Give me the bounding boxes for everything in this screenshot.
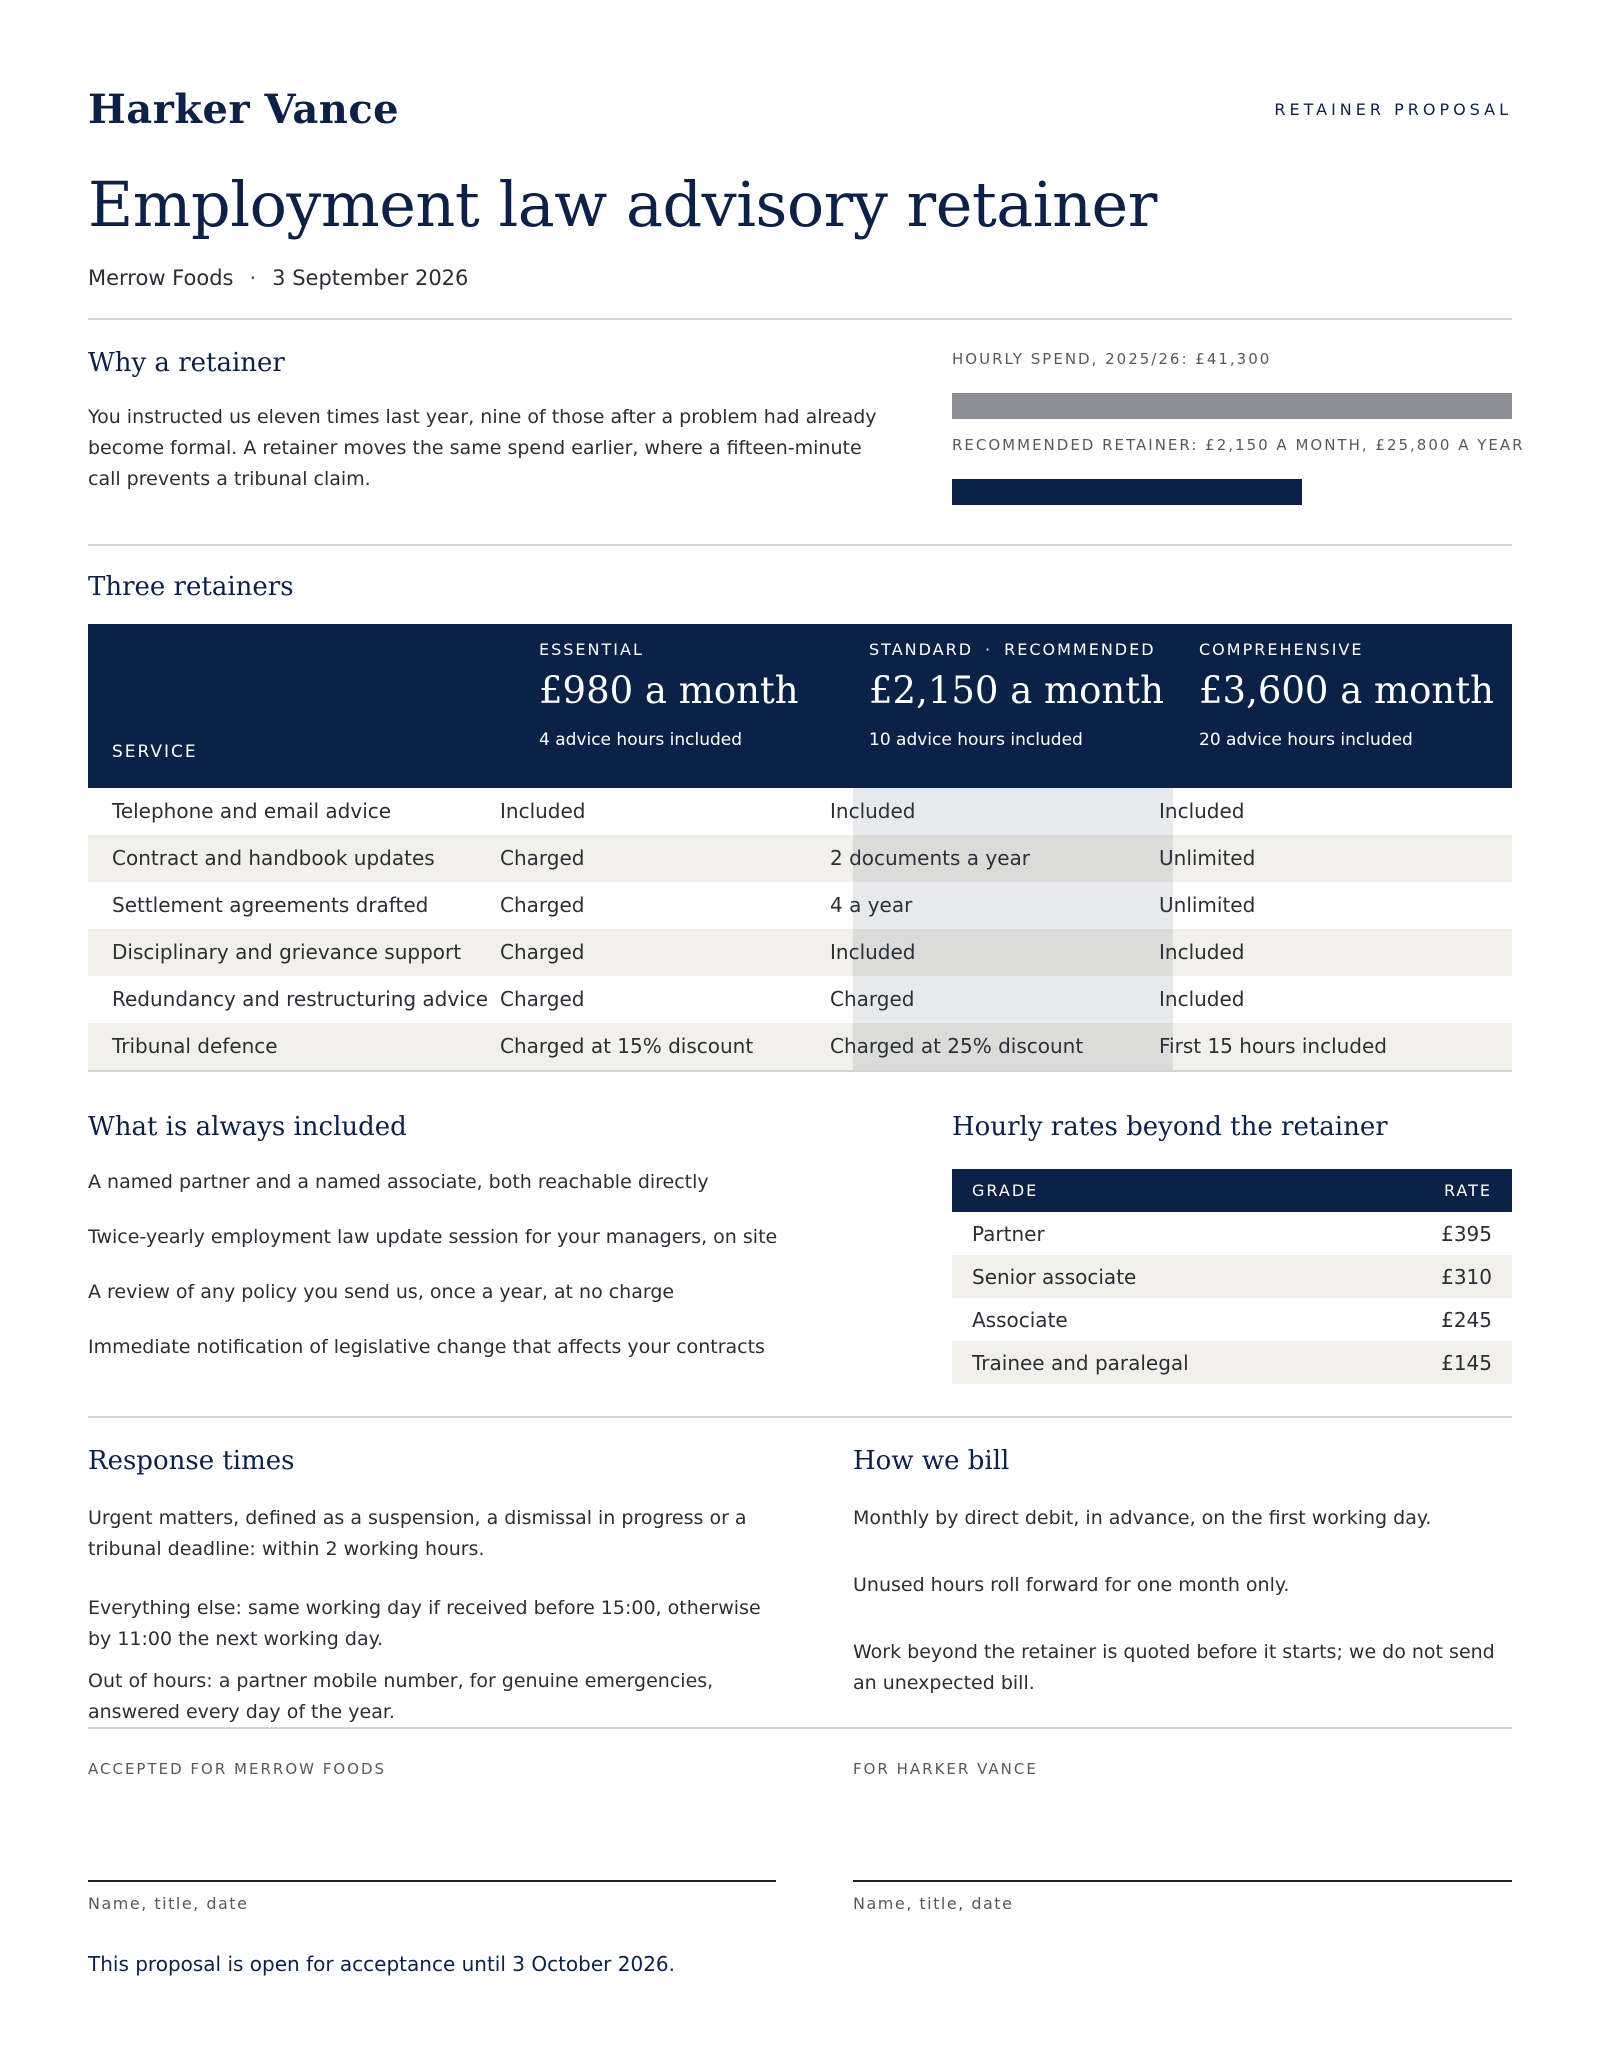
retainer-table-header [88,624,1512,788]
tier-standard [869,640,1169,750]
retainer-table-body [88,788,1512,1070]
table-row: Trainee and paralegal £145 [952,1341,1512,1384]
included-heading: What is always included [88,1112,407,1142]
tier-name: ESSENTIAL [539,640,644,659]
why-body: You instructed us eleven times last year, nine of those after a problem had already become formal. A retainer moves the same spend earlier, where a fifteen-minute call prevents a tribunal claim. [88,406,877,490]
table-row: Settlement agreements drafted Charged 4 a year Unlimited [112,893,1256,917]
hourly-spend-bar [952,393,1512,419]
billing-direct-debit: Monthly by direct debit, in advance, on the first working day. [853,1507,1432,1529]
table-bottom-rule [88,1070,1512,1072]
tier-price: £980 a month [539,669,799,712]
tier-separator: · [985,640,993,659]
recommended-retainer-label: RECOMMENDED RETAINER: £2,150 A MONTH, £25,800 A YEAR [952,436,1525,454]
list-item: Twice-yearly employment law update session for your managers, on site [88,1226,778,1248]
table-row: Redundancy and restructuring advice Charged Charged Included [112,987,1245,1011]
table-row: Partner £395 [972,1222,1492,1246]
billing-beyond-retainer: Work beyond the retainer is quoted before it starts; we do not send an unexpected bill. [853,1641,1495,1694]
divider [88,318,1512,320]
tier-name: STANDARD · RECOMMENDED [869,640,1156,659]
billing-unused-hours: Unused hours roll forward for one month only. [853,1574,1290,1596]
divider [88,544,1512,546]
table-row: Telephone and email advice Included Included Included [112,799,1245,823]
hourly-spend-label: HOURLY SPEND, 2025/26: £41,300 [952,350,1272,368]
brand-name: Harker Vance [88,86,400,133]
hourly-rates-header [952,1169,1512,1212]
acceptance-deadline: This proposal is open for acceptance until 3 October 2026. [88,1952,676,1976]
grade-column-header: GRADE [972,1181,1039,1200]
document-kicker: RETAINER PROPOSAL [1274,100,1512,119]
tier-hours: 10 advice hours included [869,730,1083,750]
client-signature-caption: Name, title, date [88,1894,249,1913]
firm-signature-line[interactable] [853,1880,1512,1882]
why-heading: Why a retainer [88,348,285,378]
recommended-badge: RECOMMENDED [1004,640,1156,659]
list-item: A review of any policy you send us, once a year, at no charge [88,1281,675,1303]
response-standard: Everything else: same working day if received before 15:00, otherwise by 11:00 the next working day. [88,1597,761,1650]
table-row: Disciplinary and grievance support Charged Included Included [88,929,1512,976]
tier-name: COMPREHENSIVE [1199,640,1364,659]
client-signature-line[interactable] [88,1880,776,1882]
firm-signature-label: FOR HARKER VANCE [853,1760,1038,1778]
firm-signature-caption: Name, title, date [853,1894,1014,1913]
tier-hours: 4 advice hours included [539,730,743,750]
client-signature-label: ACCEPTED FOR MERROW FOODS [88,1760,387,1778]
service-column-header: SERVICE [112,742,198,762]
billing-heading: How we bill [853,1446,1010,1476]
response-urgent: Urgent matters, defined as a suspension, a dismissal in progress or a tribunal deadline: within 2 working hours. [88,1507,747,1560]
response-heading: Response times [88,1446,295,1476]
tier-comprehensive [1199,640,1499,750]
page-title: Employment law advisory retainer [88,168,1157,241]
hourly-rates-heading: Hourly rates beyond the retainer [952,1112,1388,1142]
table-row: Associate £245 [972,1308,1492,1332]
response-out-of-hours: Out of hours: a partner mobile number, for genuine emergencies, answered every day of the year. [88,1670,714,1723]
meta-separator: · [249,266,257,290]
table-row: Contract and handbook updates Charged 2 documents a year Unlimited [88,835,1512,882]
rate-column-header: RATE [1443,1181,1492,1200]
document-meta [88,266,468,290]
hourly-rates-table [952,1169,1512,1384]
document-date: 3 September 2026 [272,266,469,290]
tier-price: £2,150 a month [869,669,1164,712]
recommended-column-highlight [853,788,1173,1070]
client-name: Merrow Foods [88,266,234,290]
divider [88,1416,1512,1418]
list-item: Immediate notification of legislative change that affects your contracts [88,1336,765,1358]
table-row: Senior associate £310 [952,1255,1512,1298]
list-item: A named partner and a named associate, both reachable directly [88,1171,709,1193]
divider [88,1727,1512,1729]
table-row: Tribunal defence Charged at 15% discount Charged at 25% discount First 15 hours included [88,1023,1512,1070]
tier-essential [539,640,839,750]
tier-hours: 20 advice hours included [1199,730,1413,750]
tier-price: £3,600 a month [1199,669,1494,712]
retainers-heading: Three retainers [88,572,294,602]
recommended-retainer-bar [952,479,1302,505]
